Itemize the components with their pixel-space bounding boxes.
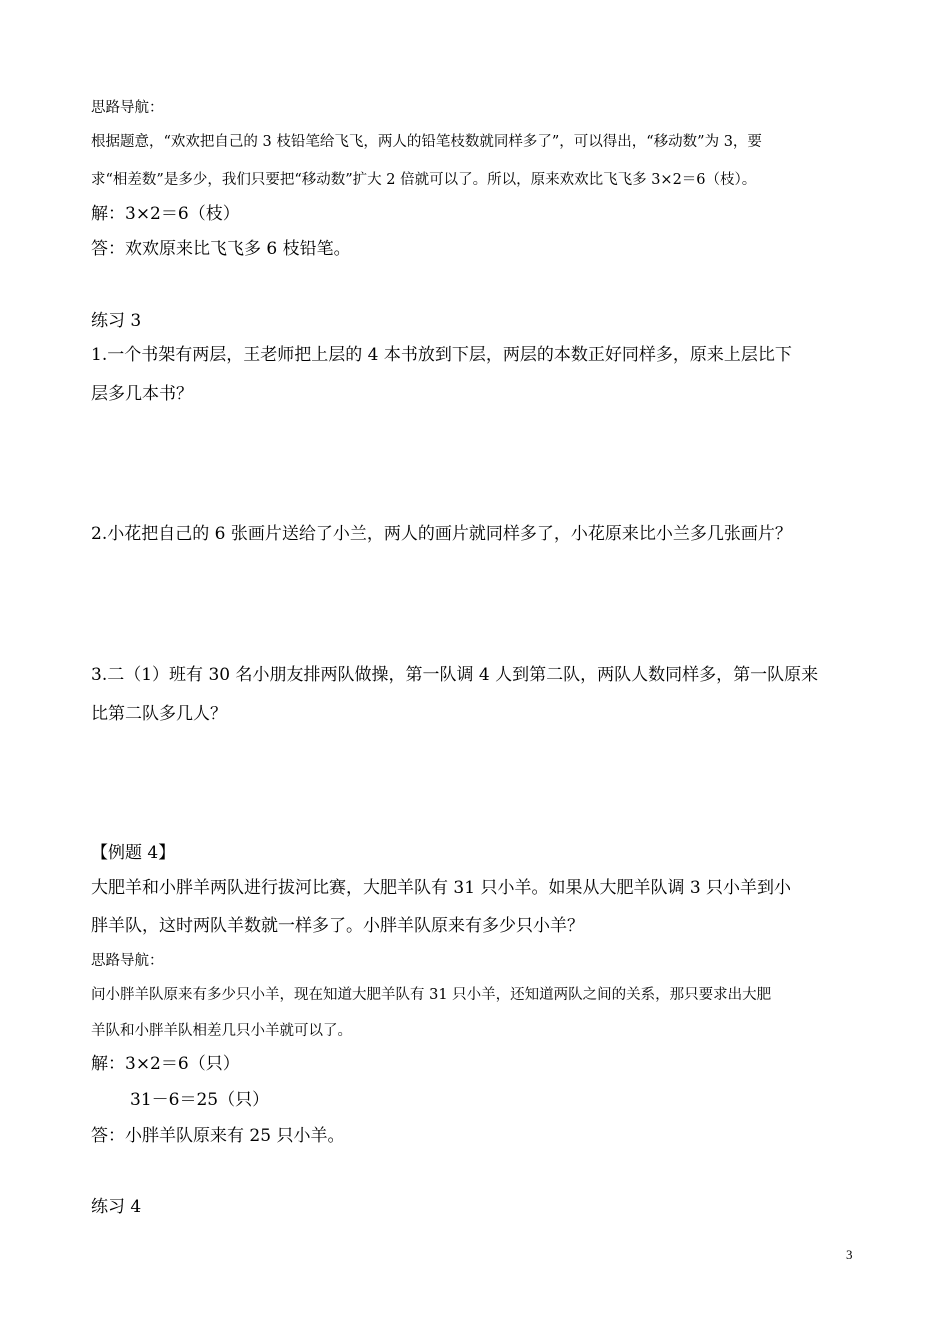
example4-analysis-line: 羊队和小胖羊队相差几只小羊就可以了。 [91, 1023, 352, 1039]
page-number: 3 [846, 1247, 853, 1262]
practice3-question-2: 2.小花把自己的 6 张画片送给了小兰，两人的画片就同样多了，小花原来比小兰多几张画片？ [91, 524, 792, 544]
practice3-question-3: 3.二（1）班有 30 名小朋友排两队做操，第一队调 4 人到第二队，两队人数同样多，第一队原来 [91, 665, 819, 685]
example3-analysis-line: 根据题意，“欢欢把自己的 3 枝铅笔给飞飞，两人的铅笔枝数就同样多了”，可以得出，“移动数”为 3，要 [91, 134, 762, 150]
practice4-title: 练习 4 [91, 1197, 142, 1217]
example4-problem-line: 胖羊队，这时两队羊数就一样多了。小胖羊队原来有多少只小羊？ [91, 916, 584, 936]
practice3-question-1: 1.一个书架有两层，王老师把上层的 4 本书放到下层，两层的本数正好同样多，原来上层比下 [91, 345, 792, 365]
example4-analysis-heading: 思路导航： [91, 953, 164, 969]
example4-title: 【例题 4】 [91, 843, 176, 863]
example3-analysis-heading: 思路导航： [91, 100, 164, 116]
example4-solution-step-2: 31－6＝25（只） [130, 1090, 270, 1110]
practice3-title: 练习 3 [91, 311, 142, 331]
example4-analysis-line: 问小胖羊队原来有多少只小羊，现在知道大肥羊队有 31 只小羊，还知道两队之间的关系，那只要求出大肥 [91, 987, 772, 1003]
example4-solution-step-1: 解：3×2＝6（只） [91, 1054, 240, 1074]
practice3-question-1-cont: 层多几本书？ [91, 384, 193, 404]
example4-problem-line: 大肥羊和小胖羊两队进行拔河比赛，大肥羊队有 31 只小羊。如果从大肥羊队调 3 只小羊到小 [91, 878, 792, 898]
example3-solution: 解：3×2＝6（枝） [91, 204, 240, 224]
example3-analysis-line: 求“相差数”是多少，我们只要把“移动数”扩大 2 倍就可以了。所以，原来欢欢比飞飞多 3×2＝6（枝）。 [91, 172, 757, 188]
example4-answer: 答：小胖羊队原来有 25 只小羊。 [91, 1126, 345, 1146]
example3-answer: 答：欢欢原来比飞飞多 6 枝铅笔。 [91, 239, 351, 259]
practice3-question-3-cont: 比第二队多几人？ [91, 704, 227, 724]
